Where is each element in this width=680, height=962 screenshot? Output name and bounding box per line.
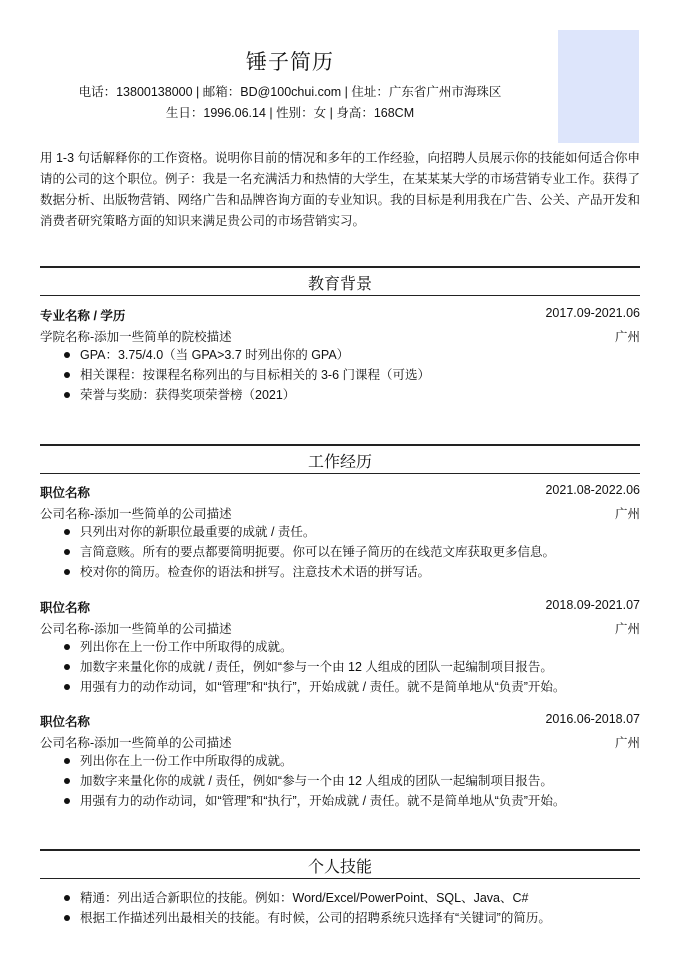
list-item [40, 908, 640, 928]
job-bullets [40, 522, 640, 582]
company-name: 公司名称-添加一些简单的公司描述 [40, 507, 232, 521]
list-item [40, 522, 640, 542]
bullet-dot [64, 529, 70, 535]
bullet-dot [64, 392, 70, 398]
divider [40, 295, 640, 297]
job-company-row [40, 619, 640, 637]
bullet-text: 言简意赅。所有的要点都要简明扼要。你可以在锤子简历的在线范文库获取更多信息。 [80, 545, 556, 559]
bullet-text: 用强有力的动作动词，如“管理”和“执行”，开始成就 / 责任。就不是简单地从“负责”开始。 [80, 680, 566, 694]
job-title-row [40, 483, 640, 501]
contact-line-phone-email-address: 电话：13800138000 | 邮箱：BD@100chui.com | 住址：广东省广州市海珠区 [78, 85, 502, 99]
bullet-dot [64, 644, 70, 650]
bullet-dot [64, 372, 70, 378]
job-bullets [40, 637, 640, 697]
resume-name: 锤子简历 [246, 51, 334, 74]
bullet-text: 只列出对你的新职位最重要的成就 / 责任。 [80, 525, 316, 539]
section-title: 教育背景 [307, 276, 372, 293]
education-date: 2017.09-2021.06 [545, 306, 640, 320]
major-degree: 专业名称 / 学历 [40, 309, 126, 323]
section-header-skills [40, 849, 640, 879]
job-company-row [40, 733, 640, 751]
bullet-dot [64, 352, 70, 358]
bullet-text: 加数字来量化你的成就 / 责任，例如“参与一个由 12 人组成的团队一起编制项目报告。 [80, 660, 553, 674]
job-city: 广州 [614, 736, 640, 750]
job-bullets [40, 751, 640, 811]
bullet-dot [64, 758, 70, 764]
job-company-row [40, 504, 640, 522]
bullet-dot [64, 798, 70, 804]
job-city: 广州 [614, 507, 640, 521]
bullet-dot [64, 664, 70, 670]
list-item [40, 542, 640, 562]
bullet-text: 校对你的简历。检查你的语法和拼写。注意技术术语的拼写话。 [80, 565, 431, 579]
school-name: 学院名称-添加一些简单的院校描述 [40, 330, 232, 344]
company-name: 公司名称-添加一些简单的公司描述 [40, 736, 232, 750]
job-date: 2016.06-2018.07 [545, 712, 640, 726]
divider [40, 266, 640, 268]
divider [40, 849, 640, 851]
list-item [40, 345, 640, 365]
job-date: 2018.09-2021.07 [545, 598, 640, 612]
bullet-dot [64, 915, 70, 921]
bullet-text: 精通：列出适合新职位的技能。例如：Word/Excel/PowerPoint、SQL、Java、C# [80, 891, 529, 905]
skills-bullets [40, 888, 640, 928]
education-school-row [40, 327, 640, 345]
bullet-text: 相关课程：按课程名称列出的与目标相关的 3-6 门课程（可选） [80, 368, 431, 382]
bullet-text: 列出你在上一份工作中所取得的成就。 [80, 640, 293, 654]
summary-paragraph: 用 1-3 句话解释你的工作资格。说明你目前的情况和多年的工作经验，向招聘人员展示你的技能如何适合你申请的公司的这个职位。例子：我是一名充满活力和热情的大学生，在某某某大学的市场营销专业工作。获得了数据分析、出版物营销、网络广告和品牌咨询方面的专业知识。我的目标是利用我在广告、公关、产品开发和消费者研究策略方面的知识来满足贵公司的市场营销实习。 [40, 151, 641, 228]
list-item [40, 637, 640, 657]
job-city: 广州 [614, 622, 640, 636]
photo-placeholder [558, 30, 639, 143]
job-position: 职位名称 [40, 715, 91, 729]
bullet-dot [64, 549, 70, 555]
divider [40, 878, 640, 880]
job-title-row [40, 712, 640, 730]
list-item [40, 365, 640, 385]
divider [40, 444, 640, 446]
list-item [40, 751, 640, 771]
divider [40, 473, 640, 475]
bullet-dot [64, 895, 70, 901]
list-item [40, 677, 640, 697]
bullet-text: 荣誉与奖励：获得奖项荣誉榜（2021） [80, 388, 296, 402]
list-item [40, 562, 640, 582]
section-title: 工作经历 [307, 454, 372, 471]
bullet-text: GPA：3.75/4.0（当 GPA>3.7 时列出你的 GPA） [80, 348, 350, 362]
bullet-dot [64, 684, 70, 690]
job-date: 2021.08-2022.06 [545, 483, 640, 497]
bullet-text: 用强有力的动作动词，如“管理”和“执行”，开始成就 / 责任。就不是简单地从“负责”开始。 [80, 794, 566, 808]
section-header-work [40, 444, 640, 474]
list-item [40, 791, 640, 811]
section-header-education [40, 266, 640, 296]
bullet-dot [64, 778, 70, 784]
education-bullets [40, 345, 640, 405]
contact-line-birthday-gender-height: 生日：1996.06.14 | 性别：女 | 身高：168CM [165, 106, 415, 120]
bullet-text: 根据工作描述列出最相关的技能。有时候，公司的招聘系统只选择有“关键词”的简历。 [80, 911, 551, 925]
section-title: 个人技能 [307, 859, 372, 876]
list-item [40, 888, 640, 908]
education-title-row [40, 306, 640, 324]
bullet-text: 加数字来量化你的成就 / 责任，例如“参与一个由 12 人组成的团队一起编制项目报告。 [80, 774, 553, 788]
job-position: 职位名称 [40, 601, 91, 615]
job-position: 职位名称 [40, 486, 91, 500]
bullet-text: 列出你在上一份工作中所取得的成就。 [80, 754, 293, 768]
job-title-row [40, 598, 640, 616]
company-name: 公司名称-添加一些简单的公司描述 [40, 622, 232, 636]
list-item [40, 771, 640, 791]
list-item [40, 385, 640, 405]
list-item [40, 657, 640, 677]
education-city: 广州 [614, 330, 640, 344]
bullet-dot [64, 569, 70, 575]
